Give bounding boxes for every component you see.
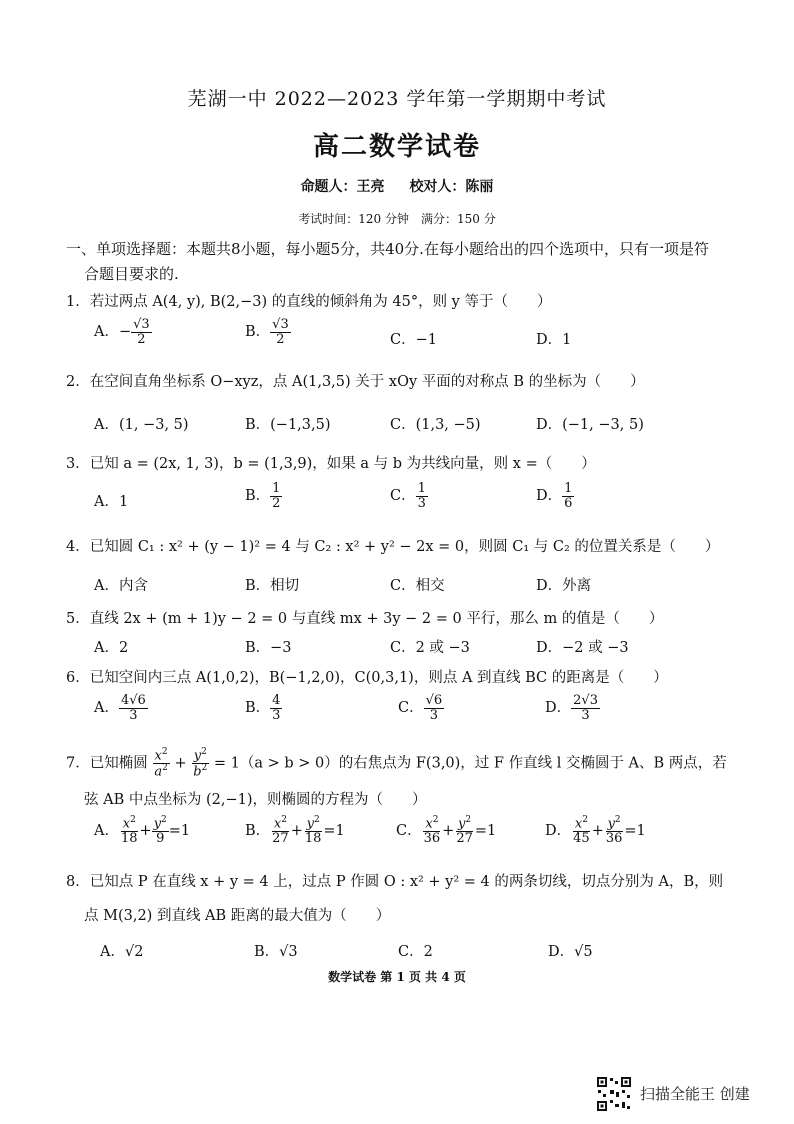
q6-option-a: A． $\frac{4√6}{3}$ (94, 693, 146, 723)
q8-option-c: C．2 (398, 944, 433, 960)
question-8-cont: 点 M(3,2) 到直线 AB 距离的最大值为（ ） (84, 908, 391, 924)
q7-option-b: B． $\frac{x^2}{27}$ + $\frac{y^2}{18}$ =1 (245, 815, 345, 846)
q4-option-d: D．外离 (536, 578, 592, 594)
q8-option-d: D．√5 (548, 944, 593, 960)
q2-option-d: D．(−1, −3, 5) (536, 417, 644, 433)
q8-option-b: B．√3 (254, 944, 298, 960)
question-1: 1．若过两点 A(4, y), B(2,−3) 的直线的倾斜角为 45°，则 y 等于（ ） (66, 294, 552, 310)
question-7: 7．已知椭圆 $\frac{x^2}{a^2}$ + $\frac{y^2}{b^2}$ = 1（a > b > 0）的右焦点为 F(3,0)，过 F 作直线 l 交椭圆于 A、B 两点，若 (66, 747, 727, 780)
q1-option-a: A．− $\frac{√3}{2}$ (94, 317, 150, 347)
q2-option-a: A．(1, −3, 5) (94, 417, 189, 433)
paper-title: 高二数学试卷 (312, 132, 481, 162)
q5-option-b: B．−3 (245, 640, 292, 656)
q7-stem-tail: = 1（a > b > 0）的右焦点为 F(3,0)，过 F 作直线 l 交椭圆于 A、B 两点，若 (213, 755, 727, 772)
q7-option-a: A． $\frac{x^2}{18}$ + $\frac{y^2}{9}$ =1 (94, 815, 191, 846)
q5-option-c: C．2 或 −3 (390, 640, 470, 656)
q4-option-c: C．相交 (390, 578, 445, 594)
q1-option-d: D．1 (536, 332, 572, 348)
q4-option-a: A．内含 (94, 578, 148, 594)
q3-option-d: D． $\frac{1}{6}$ (536, 481, 573, 511)
question-7-cont: 弦 AB 中点坐标为 (2,−1)，则椭圆的方程为（ ） (84, 792, 427, 808)
time-score: 考试时间：120 分钟 满分：150 分 (298, 212, 496, 226)
q6-option-d: D． $\frac{2√3}{3}$ (545, 693, 598, 723)
q5-option-a: A．2 (94, 640, 129, 656)
qr-code-icon (596, 1076, 632, 1112)
q3-option-a: A．1 (94, 494, 129, 510)
q6-option-c: C． $\frac{√6}{3}$ (398, 693, 443, 723)
page-footer: 数学试卷 第 1 页 共 4 页 (328, 970, 466, 984)
q4-option-b: B．相切 (245, 578, 300, 594)
q5-option-d: D．−2 或 −3 (536, 640, 629, 656)
exam-title: 芜湖一中 2022—2023 学年第一学期期中考试 (187, 88, 607, 110)
q3-option-b: B． $\frac{1}{2}$ (245, 481, 281, 511)
question-6: 6．已知空间内三点 A(1,0,2)，B(−1,2,0)，C(0,3,1)，则点 A 到直线 BC 的距离是（ ） (66, 670, 668, 686)
question-2: 2．在空间直角坐标系 O−xyz，点 A(1,3,5) 关于 xOy 平面的对称点 B 的坐标为（ ） (66, 374, 645, 390)
question-5: 5．直线 2x + (m + 1)y − 2 = 0 与直线 mx + 3y − 2 = 0 平行，那么 m 的值是（ ） (66, 611, 664, 627)
question-8: 8．已知点 P 在直线 x + y = 4 上，过点 P 作圆 O : x² + y² = 4 的两条切线，切点分别为 A，B，则 (66, 874, 724, 890)
q7-option-c: C． $\frac{x^2}{36}$ + $\frac{y^2}{27}$ =1 (396, 815, 497, 846)
section-heading-cont: 合题目要求的. (84, 265, 179, 283)
scanner-watermark: 扫描全能王 创建 (640, 1085, 750, 1103)
author-line (0, 176, 794, 196)
question-3: 3．已知 a = (2x, 1, 3)，b = (1,3,9)，如果 a 与 b 为共线向量，则 x =（ ） (66, 456, 596, 472)
proofreader: 校对人：陈丽 (409, 179, 494, 195)
q8-option-a: A．√2 (100, 944, 144, 960)
q1-option-b: B． $\frac{√3}{2}$ (245, 317, 289, 347)
q7-option-d: D． $\frac{x^2}{45}$ + $\frac{y^2}{36}$ =1 (545, 815, 646, 846)
q2-option-b: B．(−1,3,5) (245, 417, 331, 433)
question-4: 4．已知圆 C₁ : x² + (y − 1)² = 4 与 C₂ : x² + y² − 2x = 0，则圆 C₁ 与 C₂ 的位置关系是（ ） (66, 539, 720, 555)
section-heading: 一、单项选择题：本题共8小题，每小题5分，共40分.在每小题给出的四个选项中，只有一项是符 (66, 240, 709, 258)
q2-option-c: C．(1,3, −5) (390, 417, 481, 433)
q3-option-c: C． $\frac{1}{3}$ (390, 481, 426, 511)
author: 命题人：王亮 (300, 179, 385, 195)
q6-option-b: B． $\frac{4}{3}$ (245, 693, 281, 723)
q1-option-c: C．−1 (390, 332, 437, 348)
